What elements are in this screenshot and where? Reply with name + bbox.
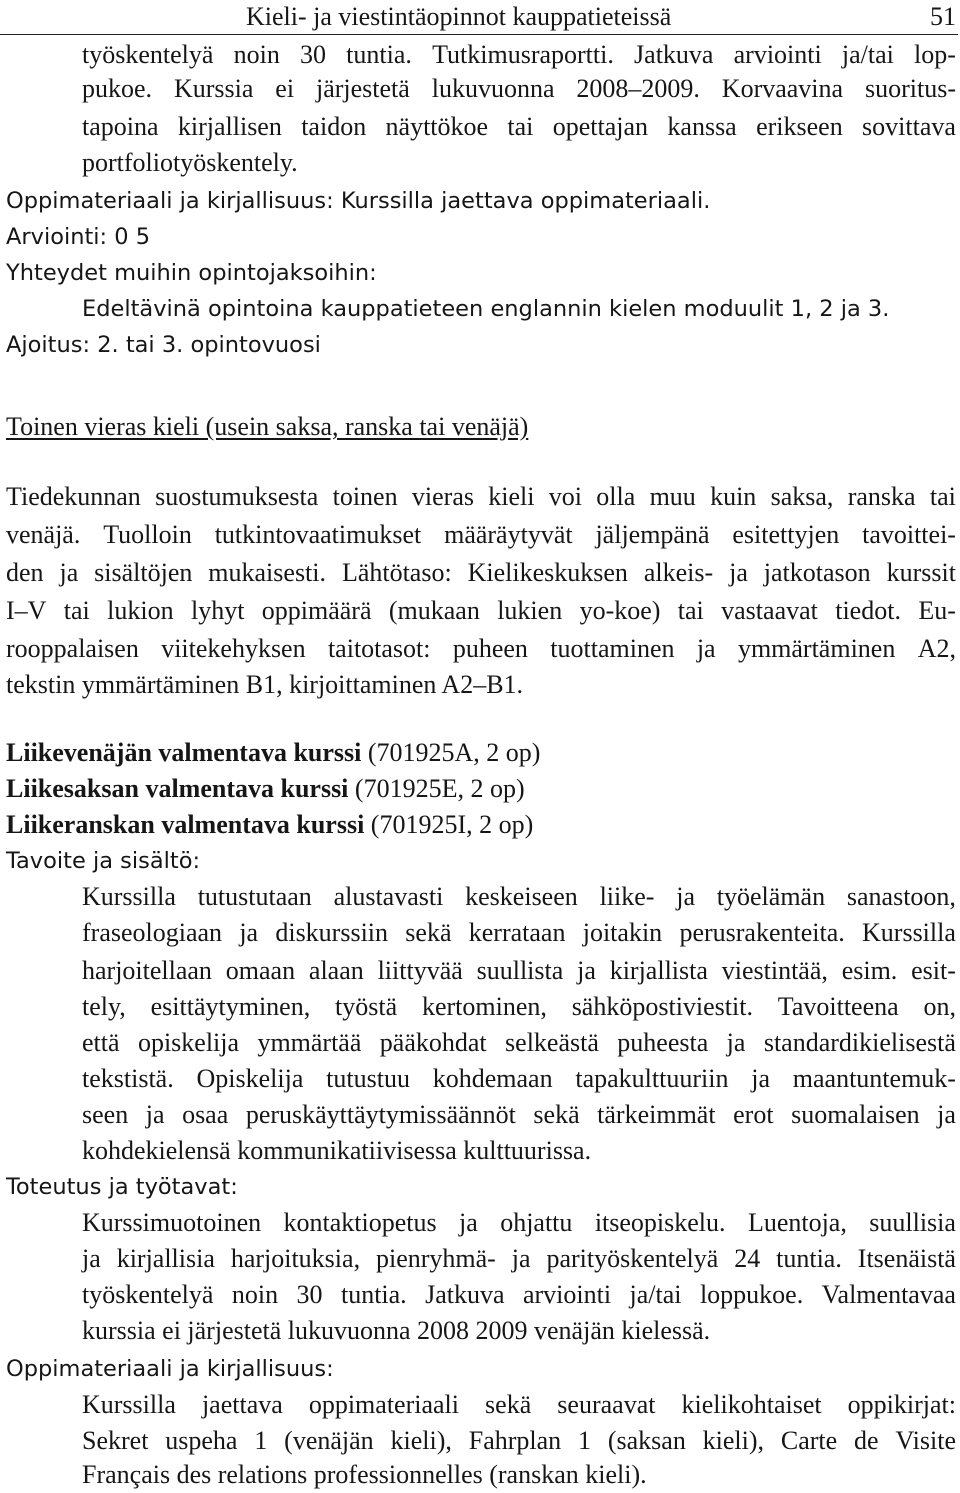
word: työskentelyä (82, 40, 214, 69)
word: Tiedekunnan (6, 482, 141, 511)
word: uspeha (165, 1426, 238, 1455)
word: pukoe. (82, 74, 153, 103)
word: taitotasot: (327, 634, 431, 663)
paragraph-line (82, 1098, 956, 1132)
word: Tutkimusraportti. (432, 40, 614, 69)
course-title (6, 736, 540, 770)
word: de (854, 1426, 879, 1455)
word: opiskelija (137, 1028, 240, 1057)
word: kontaktiopetus (283, 1208, 437, 1237)
word: oppimäärä (261, 596, 372, 625)
word: näyttökoe (385, 112, 489, 141)
word: kertominen, (421, 992, 547, 1021)
course-code: (701925A, 2 op) (367, 738, 541, 767)
word: tärkeimmät (597, 1100, 716, 1129)
word: standardikielisestä (763, 1028, 956, 1057)
word: sekä (485, 1390, 532, 1419)
word: ja (511, 1244, 531, 1273)
paragraph-line: portfoliotyöskentely. (82, 148, 298, 177)
word: ja (729, 558, 748, 587)
paragraph-line (6, 632, 956, 666)
word: kirjallista (609, 956, 708, 985)
paragraph-line (82, 1062, 956, 1096)
word: arviointi (522, 1280, 612, 1309)
literature-label: Oppimateriaali ja kirjallisuus: (6, 1356, 334, 1382)
word: opettajan (552, 112, 649, 141)
word: ja (239, 918, 259, 947)
word: Itsenäistä (857, 1244, 956, 1273)
word: alkeis- (643, 558, 714, 587)
word: jäljempänä (595, 520, 710, 549)
word: kanssa (667, 112, 737, 141)
paragraph-line (82, 1278, 956, 1312)
word: sanastoon, (846, 882, 956, 911)
word: ja (937, 1100, 956, 1129)
word: Jatkuva (634, 40, 714, 69)
course-code: (701925I, 2 op) (370, 810, 534, 839)
word: kurssit (886, 558, 956, 587)
word: ja (459, 1208, 478, 1237)
word: sekä (405, 918, 452, 947)
word: liike- (599, 882, 655, 911)
course-name: Liikeranskan valmentava kurssi (6, 810, 365, 839)
word: sekä (533, 1100, 580, 1129)
word: noin (231, 1280, 279, 1309)
word: 2008–2009. (576, 74, 700, 103)
word: esitettyjen (732, 520, 840, 549)
word: ja (751, 1064, 770, 1093)
word: kieli), (390, 1426, 452, 1455)
word: kieli (488, 482, 535, 511)
word: tuntia. (776, 1244, 842, 1273)
word: Korvaavina (721, 74, 844, 103)
word: kohdemaan (432, 1064, 553, 1093)
word: seen (82, 1100, 129, 1129)
page-number: 51 (930, 2, 956, 31)
word: selkeästä (505, 1028, 599, 1057)
word: esittäytyminen, (150, 992, 311, 1021)
header-title: Kieli- ja viestintäopinnot kauppatieteissä (246, 2, 672, 31)
word: harjoituksia, (230, 1244, 361, 1273)
paragraph-line (82, 990, 956, 1024)
paragraph-line (82, 110, 956, 144)
word: kieli), (702, 1426, 765, 1455)
word: viestintää, (721, 956, 828, 985)
word: oppikirjat: (847, 1390, 956, 1419)
word: tapakulttuuriin (575, 1064, 729, 1093)
word: kielikohtaiset (681, 1390, 822, 1419)
word: ja (577, 956, 596, 985)
word: tiedot. (835, 596, 901, 625)
word: ei (275, 74, 295, 103)
word: suoritus- (864, 74, 956, 103)
word: taidon (301, 112, 367, 141)
word: parityöskentelyä (546, 1244, 719, 1273)
goals-label: Tavoite ja sisältö: (6, 848, 201, 874)
word: Kurssilla (82, 882, 176, 911)
word: toinen (332, 482, 398, 511)
word: lyhyt (190, 596, 245, 625)
word: muu (649, 482, 696, 511)
word: rooppalaisen (6, 634, 139, 663)
word: ja (82, 1244, 101, 1273)
word: venäjä. (6, 520, 81, 549)
word: voi (548, 482, 582, 511)
word: ohjattu (500, 1208, 573, 1237)
word: jaettava (201, 1390, 283, 1419)
word: tai (677, 596, 704, 625)
word: Eu- (918, 596, 956, 625)
word: seuraavat (557, 1390, 656, 1419)
word: suomalaisen (791, 1100, 920, 1129)
word: Carte (780, 1426, 838, 1455)
word: määräytyvät (444, 520, 573, 549)
word: A2, (917, 634, 956, 663)
course-code: (701925E, 2 op) (354, 774, 525, 803)
word: erot (733, 1100, 774, 1129)
word: ja (696, 634, 716, 663)
word: tuottaminen (550, 634, 675, 663)
word: Visite (895, 1426, 956, 1455)
word: kerrataan (468, 918, 566, 947)
word: vastaavat (721, 596, 818, 625)
word: Jatkuva (425, 1280, 505, 1309)
paragraph-line (82, 880, 956, 914)
word: Sekret (82, 1426, 149, 1455)
word: ja (676, 882, 695, 911)
word: kuin (710, 482, 757, 511)
word: tai (63, 596, 90, 625)
word: lop- (914, 40, 956, 69)
word: sisältöjen (94, 558, 193, 587)
word: liittyvää (377, 956, 463, 985)
word: (saksan (607, 1426, 686, 1455)
paragraph-line (82, 916, 956, 950)
word: tai (507, 112, 534, 141)
word: puheen (452, 634, 528, 663)
word: Fahrplan (468, 1426, 562, 1455)
word: keskeiseen (465, 882, 578, 911)
word: alustavasti (333, 882, 444, 911)
word: tely, (82, 992, 126, 1021)
word: jatkotason (763, 558, 871, 587)
paragraph-line: Français des relations professionnelles (ranskan kieli). (82, 1460, 647, 1489)
word: alaan (308, 956, 364, 985)
word: on, (923, 992, 956, 1021)
course-name: Liikevenäjän valmentava kurssi (6, 738, 362, 767)
paragraph-line (82, 72, 956, 106)
materials-line: Oppimateriaali ja kirjallisuus: Kurssilla jaettava oppimateriaali. (6, 188, 711, 214)
word: tuntia. (340, 1280, 407, 1309)
word: että (82, 1028, 120, 1057)
word: vieras (411, 482, 474, 511)
paragraph-line (6, 594, 956, 628)
word: pienryhmä- (376, 1244, 496, 1273)
word: 1 (578, 1426, 591, 1455)
word: suullista (476, 956, 564, 985)
word: diskurssiin (275, 918, 389, 947)
word: ymmärtäminen (737, 634, 896, 663)
word: Valmentavaa (821, 1280, 956, 1309)
word: tai (929, 482, 956, 511)
paragraph-line (82, 954, 956, 988)
word: oppimateriaali (308, 1390, 459, 1419)
word: maantuntemuk- (792, 1064, 956, 1093)
word: ja/tai (629, 1280, 682, 1309)
word: 1 (254, 1426, 268, 1455)
word: tapoina (82, 112, 159, 141)
word: lukuvuonna (431, 74, 555, 103)
relations-text: Edeltävinä opintoina kauppatieteen englannin kielen moduulit 1, 2 ja 3. (82, 296, 890, 322)
relations-label: Yhteydet muihin opintojaksoihin: (6, 260, 377, 286)
word: viitekehyksen (161, 634, 306, 663)
word: tuntia. (346, 40, 412, 69)
paragraph-line: kohdekielensä kommunikatiivisessa kulttuurissa. (82, 1136, 592, 1165)
word: esim. (841, 956, 898, 985)
word: Lähtötaso: (341, 558, 452, 587)
word: Kurssilla (862, 918, 956, 947)
word: fraseologiaan (82, 918, 223, 947)
word: Tavoitteena (777, 992, 899, 1021)
word: ja (145, 1100, 165, 1129)
word: (venäjän (284, 1426, 374, 1455)
word: sähköpostiviestit. (571, 992, 753, 1021)
word: ja (726, 1028, 746, 1057)
word: työstä (335, 992, 398, 1021)
timing-line: Ajoitus: 2. tai 3. opintovuosi (6, 332, 321, 358)
word: tutustutaan (197, 882, 312, 911)
word: 30 (296, 1280, 323, 1309)
course-name: Liikesaksan valmentava kurssi (6, 774, 349, 803)
word: harjoitellaan (82, 956, 212, 985)
word: kirjallisen (177, 112, 282, 141)
word: osaa (182, 1100, 229, 1129)
word: perusrakenteita. (679, 918, 845, 947)
word: Kurssilla (82, 1390, 176, 1419)
word: Kurssia (173, 74, 254, 103)
word: ymmärtää (257, 1028, 362, 1057)
word: tutkintovaatimukset (214, 520, 422, 549)
word: työskentelyä (82, 1280, 214, 1309)
word: 24 (734, 1244, 761, 1273)
word: I–V (6, 596, 47, 625)
word: omaan (225, 956, 296, 985)
word: puheesta (617, 1028, 709, 1057)
word: tavoittei- (862, 520, 956, 549)
word: Kurssimuotoinen (82, 1208, 262, 1237)
word: loppukoe. (699, 1280, 804, 1309)
word: saksa, (770, 482, 834, 511)
paragraph-line (6, 556, 956, 590)
word: ranska (847, 482, 916, 511)
word: esit- (911, 956, 956, 985)
paragraph-line (82, 1388, 956, 1422)
implementation-label: Toteutus ja työtavat: (6, 1174, 238, 1200)
word: den (6, 558, 44, 587)
paragraph-line: tekstin ymmärtäminen B1, kirjoittaminen A2–B1. (6, 670, 524, 699)
grading-line: Arviointi: 0 5 (6, 224, 151, 250)
word: lukion (107, 596, 174, 625)
word: työelämän (716, 882, 826, 911)
word: sovittava (862, 112, 956, 141)
word: Tuolloin (103, 520, 192, 549)
word: lukien (497, 596, 563, 625)
paragraph-line (82, 1242, 956, 1276)
paragraph-line (6, 480, 956, 514)
course-title (6, 772, 525, 806)
word: 30 (300, 40, 326, 69)
word: järjestetä (315, 74, 410, 103)
paragraph-line (82, 1206, 956, 1240)
word: noin (233, 40, 280, 69)
word: (mukaan (388, 596, 480, 625)
word: peruskäyttäytymissäännöt (245, 1100, 516, 1129)
word: arviointi (733, 40, 822, 69)
word: yo-koe) (579, 596, 661, 625)
word: olla (596, 482, 636, 511)
paragraph-line: kurssia ei järjestetä lukuvuonna 2008 2009 venäjän kielessä. (82, 1316, 711, 1345)
word: pääkohdat (379, 1028, 487, 1057)
word: suostumuksesta (155, 482, 319, 511)
word: Luentoja, (747, 1208, 847, 1237)
paragraph-line (82, 1424, 956, 1458)
word: mukaisesti. (208, 558, 327, 587)
word: suullisia (869, 1208, 956, 1237)
running-header (0, 2, 958, 35)
word: tutustuu (326, 1064, 410, 1093)
word: itseopiskelu. (594, 1208, 726, 1237)
word: joitakin (582, 918, 663, 947)
word: Kielikeskuksen (467, 558, 628, 587)
word: Opiskelija (196, 1064, 304, 1093)
word: kirjallisia (116, 1244, 215, 1273)
word: ja (59, 558, 79, 587)
word: ja/tai (841, 40, 894, 69)
paragraph-line (82, 38, 956, 72)
word: erikseen (756, 112, 843, 141)
section-heading: Toinen vieras kieli (usein saksa, ranska tai venäjä) (6, 412, 529, 441)
course-title (6, 808, 533, 842)
paragraph-line (82, 1026, 956, 1060)
paragraph-line (6, 518, 956, 552)
word: tekstistä. (82, 1064, 174, 1093)
